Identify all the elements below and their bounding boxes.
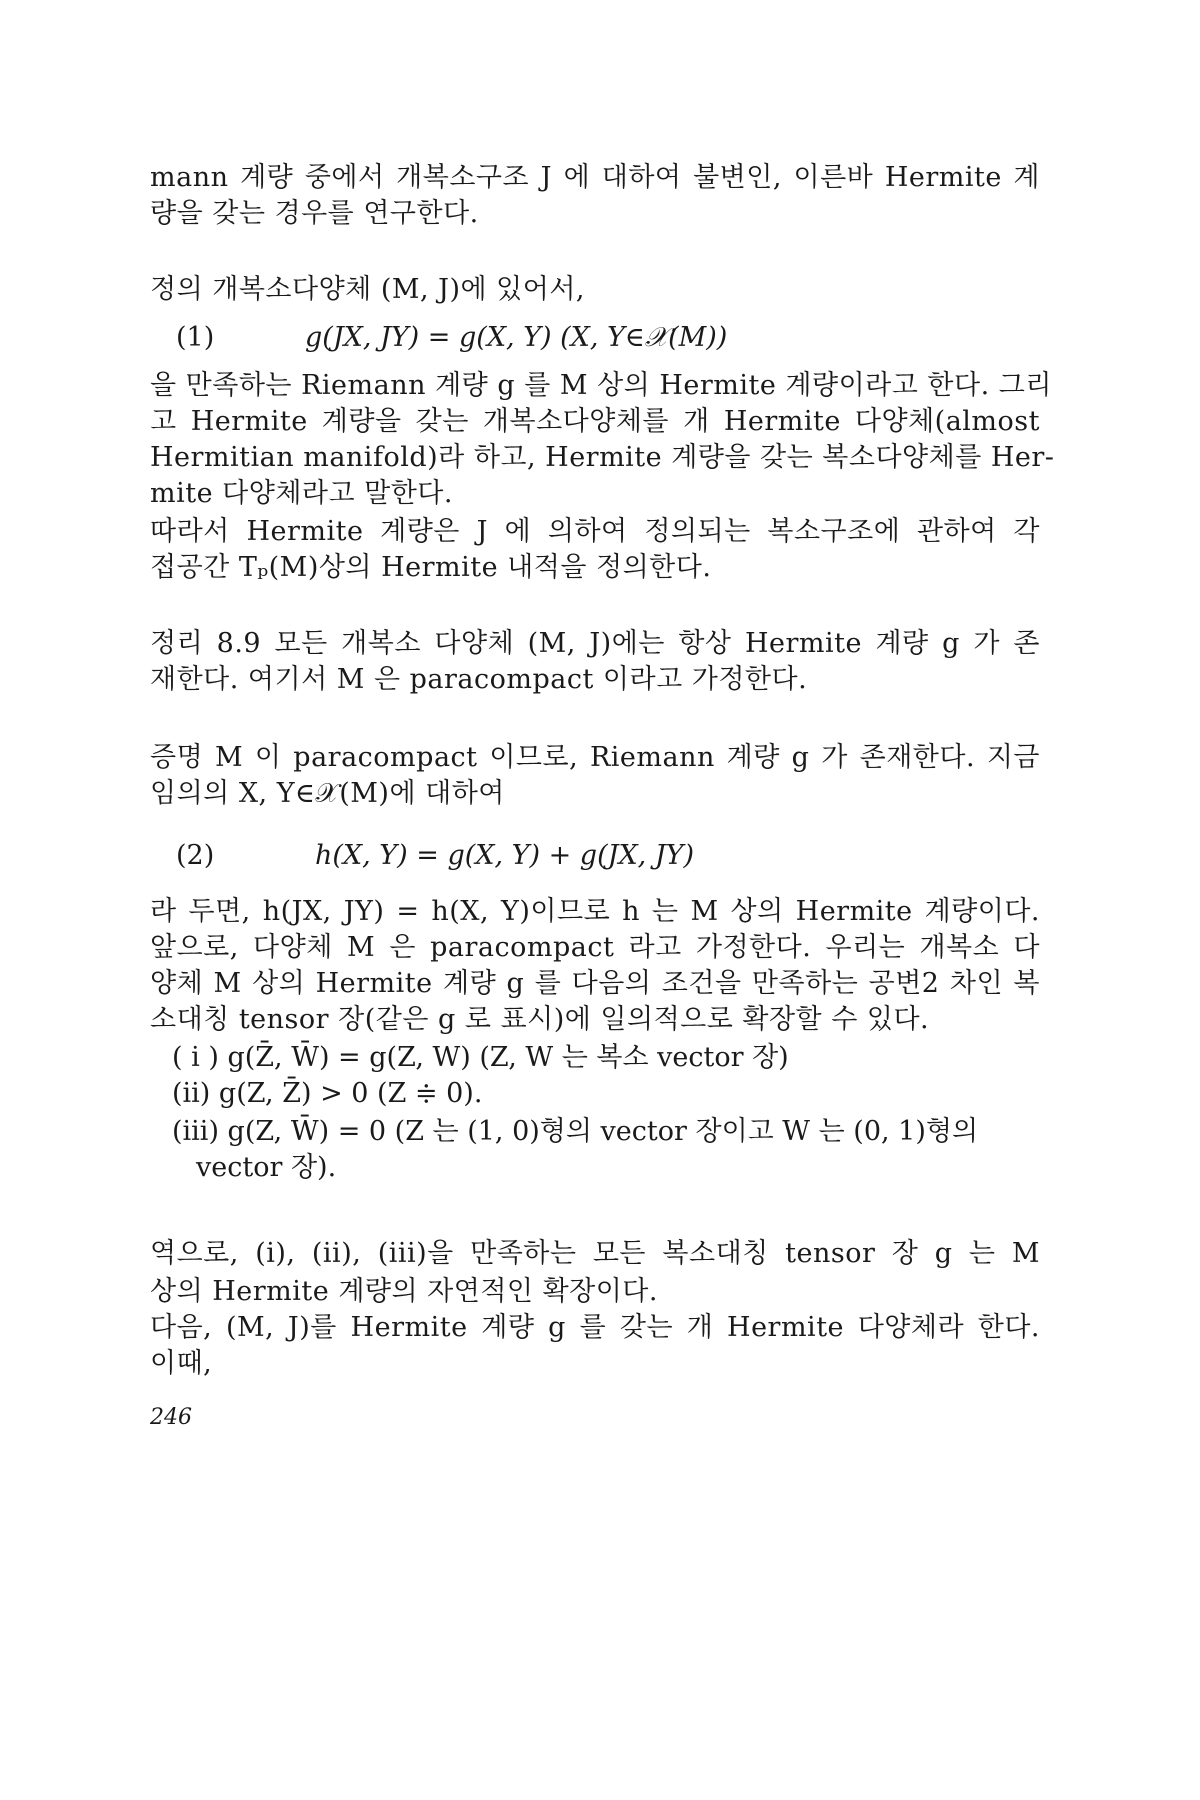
condition-i: ( i ) g(Z̄, W̄) = g(Z, W) (Z, W 는 복소 vector 장): [172, 1042, 789, 1073]
proof-line-6: 소대칭 tensor 장(같은 g 로 표시)에 일의적으로 확장할 수 있다.: [150, 1004, 930, 1035]
proof-line-4: 앞으로, 다양체 M 은 paracompact 라고 가정한다. 우리는 개복소 다: [150, 932, 1040, 963]
conversely-line-1: 역으로, (i), (ii), (iii)을 만족하는 모든 복소대칭 tensor 장 g 는 M: [150, 1238, 1040, 1269]
page-number: 246: [150, 1405, 192, 1430]
proof-line-1: 증명 M 이 paracompact 이므로, Riemann 계량 g 가 존재한다. 지금: [150, 742, 1040, 773]
theorem-line-1: 정리 8.9 모든 개복소 다양체 (M, J)에는 항상 Hermite 계량 g 가 존: [150, 628, 1040, 659]
definition-line-6: 따라서 Hermite 계량은 J 에 의하여 정의되는 복소구조에 관하여 각: [150, 516, 1040, 547]
equation-1: g(JX, JY) = g(X, Y) (X, Y∈𝒳(M)): [305, 322, 728, 353]
condition-iii: (iii) g(Z, W̄) = 0 (Z 는 (1, 0)형의 vector 장이고 W 는 (0, 1)형의: [172, 1116, 979, 1147]
intro-line-1: mann 계량 중에서 개복소구조 J 에 대하여 불변인, 이른바 Hermite 계: [150, 162, 1040, 193]
conversely-line-3: 다음, (M, J)를 Hermite 계량 g 를 갖는 개 Hermite 다양체라 한다.: [150, 1312, 1040, 1343]
definition-line-3: 고 Hermite 계량을 갖는 개복소다양체를 개 Hermite 다양체(almost: [150, 406, 1040, 437]
equation-2-number: (2): [176, 840, 215, 871]
definition-line-4: Hermitian manifold)라 하고, Hermite 계량을 갖는 복소다양체를 Her-: [150, 442, 1055, 473]
proof-line-2: 임의의 X, Y∈𝒳(M)에 대하여: [150, 778, 505, 809]
proof-line-5: 양체 M 상의 Hermite 계량 g 를 다음의 조건을 만족하는 공변2 차인 복: [150, 968, 1040, 999]
definition-line-2: 을 만족하는 Riemann 계량 g 를 M 상의 Hermite 계량이라고 한다. 그리: [150, 370, 1052, 401]
definition-line-5: mite 다양체라고 말한다.: [150, 478, 453, 509]
condition-iii-continued: vector 장).: [196, 1152, 337, 1183]
conversely-line-2: 상의 Hermite 계량의 자연적인 확장이다.: [150, 1276, 658, 1307]
proof-line-3: 라 두면, h(JX, JY) = h(X, Y)이므로 h 는 M 상의 Hermite 계량이다.: [150, 896, 1040, 927]
equation-1-number: (1): [176, 322, 215, 353]
theorem-line-2: 재한다. 여기서 M 은 paracompact 이라고 가정한다.: [150, 664, 808, 695]
equation-2: h(X, Y) = g(X, Y) + g(JX, JY): [315, 840, 695, 871]
condition-ii: (ii) g(Z, Z̄) > 0 (Z ≑ 0).: [172, 1078, 483, 1109]
intro-line-2: 량을 갖는 경우를 연구한다.: [150, 198, 479, 229]
definition-heading: 정의 개복소다양체 (M, J)에 있어서,: [150, 274, 586, 305]
definition-line-7: 접공간 Tₚ(M)상의 Hermite 내적을 정의한다.: [150, 552, 712, 583]
conversely-line-4: 이때,: [150, 1348, 213, 1379]
